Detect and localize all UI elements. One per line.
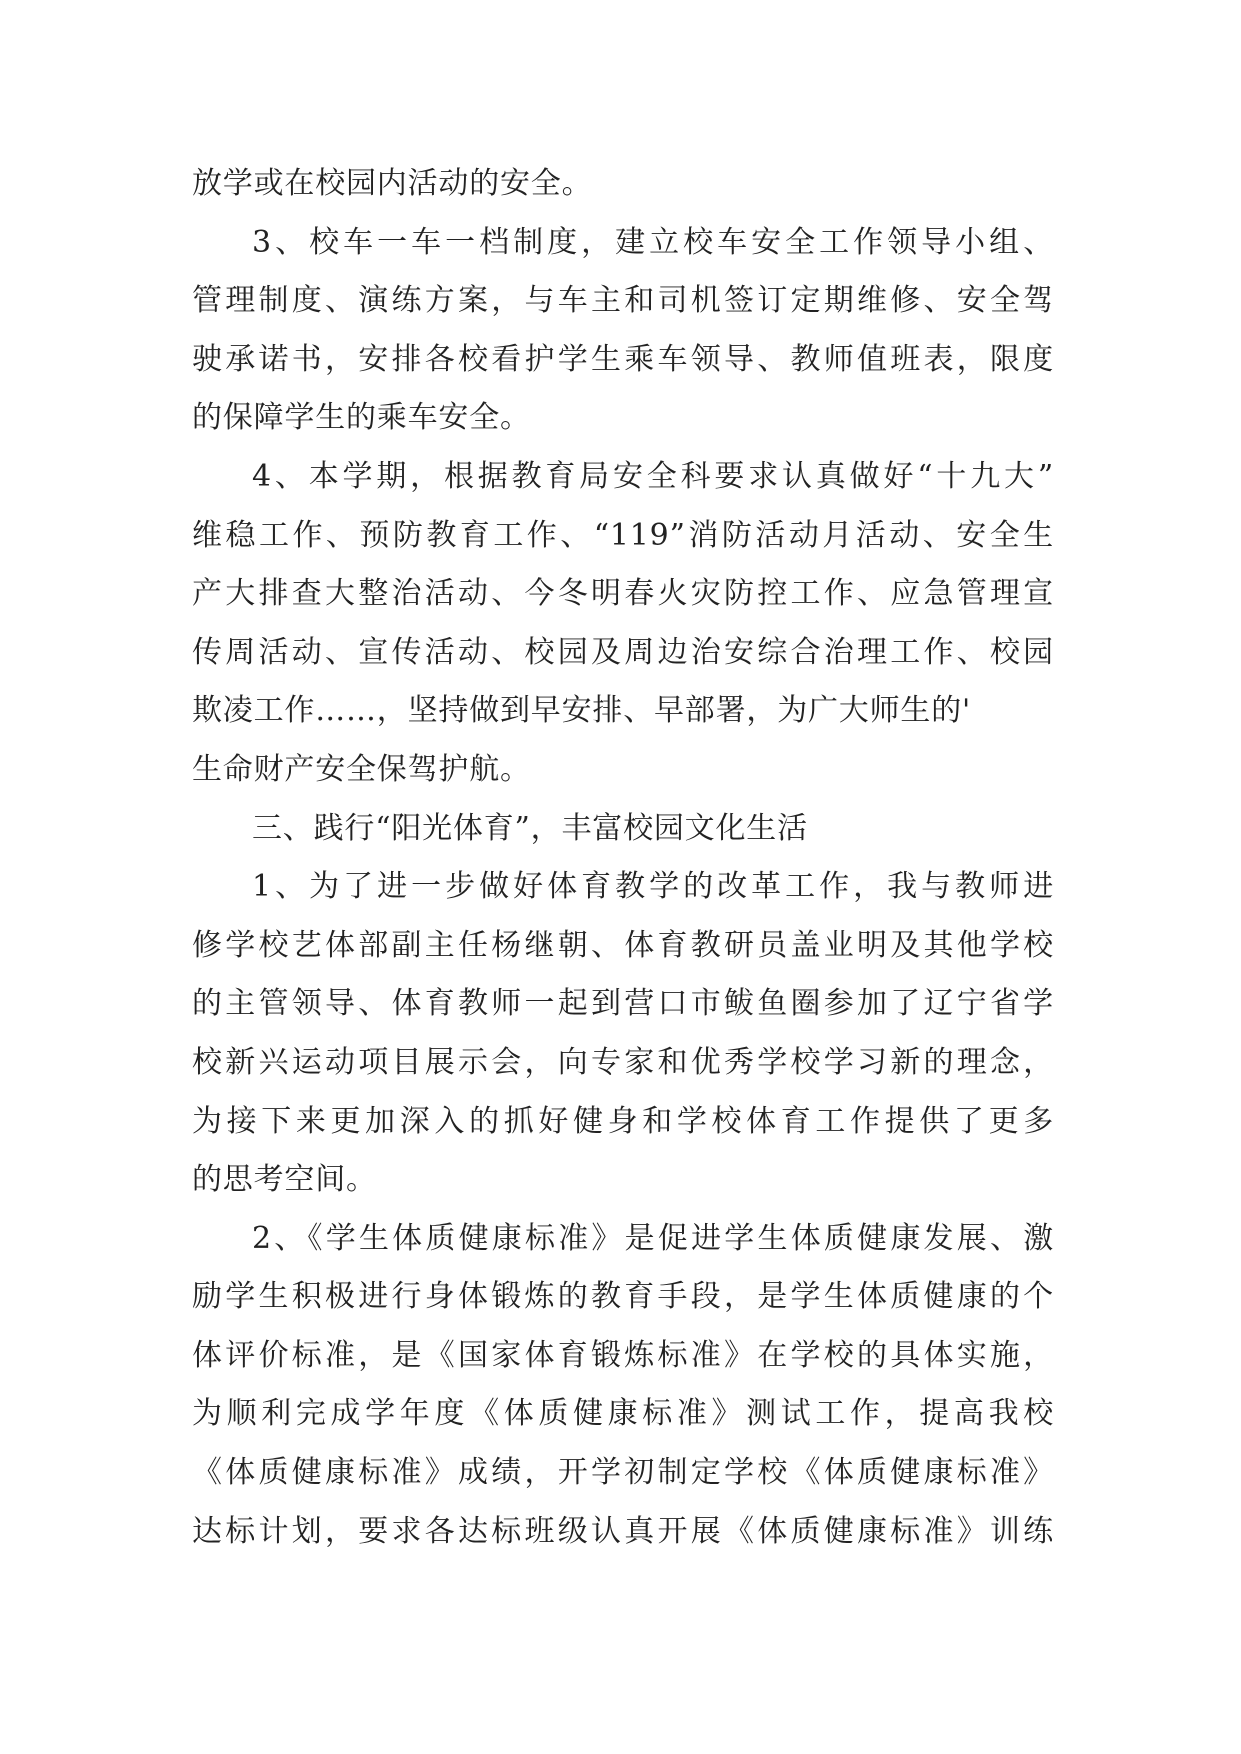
text-line: 放学或在校园内活动的安全。 <box>192 166 593 201</box>
text-line: 4、本学期，根据教育局安全科要求认真做好“十九大” <box>252 458 1054 494</box>
text-line: 励学生积极进行身体锻炼的教育手段，是学生体质健康的个 <box>192 1279 1054 1315</box>
text-line: 三、践行“阳光体育”，丰富校园文化生活 <box>252 810 808 846</box>
text-line: 的思考空间。 <box>192 1162 377 1198</box>
text-line: 管理制度、演练方案，与车主和司机签订定期维修、安全驾 <box>192 283 1054 319</box>
text-line: 校新兴运动项目展示会，向专家和优秀学校学习新的理念， <box>192 1044 1054 1080</box>
text-line: 传周活动、宣传活动、校园及周边治安综合治理工作、校园 <box>192 634 1054 670</box>
text-line: 达标计划，要求各达标班级认真开展《体质健康标准》训练 <box>192 1513 1054 1549</box>
text-line: 的主管领导、体育教师一起到营口市鲅鱼圈参加了辽宁省学 <box>192 986 1054 1022</box>
text-line: 修学校艺体部副主任杨继朝、体育教研员盖业明及其他学校 <box>192 927 1054 963</box>
document-body <box>192 155 1054 1561</box>
text-line: 驶承诺书，安排各校看护学生乘车领导、教师值班表，限度 <box>192 341 1054 377</box>
text-line: 生命财产安全保驾护航。 <box>192 751 531 787</box>
text-line: 的保障学生的乘车安全。 <box>192 400 531 436</box>
text-line: 为接下来更加深入的抓好健身和学校体育工作提供了更多 <box>192 1103 1054 1139</box>
text-line: 产大排查大整治活动、今冬明春火灾防控工作、应急管理宣 <box>192 576 1054 612</box>
text-line: 1、为了进一步做好体育教学的改革工作，我与教师进 <box>252 869 1054 905</box>
text-line: 维稳工作、预防教育工作、“119”消防活动月活动、安全生 <box>192 517 1054 553</box>
text-line: 体评价标准，是《国家体育锻炼标准》在学校的具体实施， <box>192 1337 1054 1373</box>
text-line: 2、《学生体质健康标准》是促进学生体质健康发展、激 <box>252 1220 1054 1256</box>
text-line: 《体质健康标准》成绩，开学初制定学校《体质健康标准》 <box>192 1455 1054 1491</box>
text-line: 为顺利完成学年度《体质健康标准》测试工作，提高我校 <box>192 1396 1054 1432</box>
text-line: 3、校车一车一档制度，建立校车安全工作领导小组、 <box>252 224 1054 260</box>
text-line: 欺凌工作……，坚持做到早安排、早部署，为广大师生的' <box>192 693 972 729</box>
